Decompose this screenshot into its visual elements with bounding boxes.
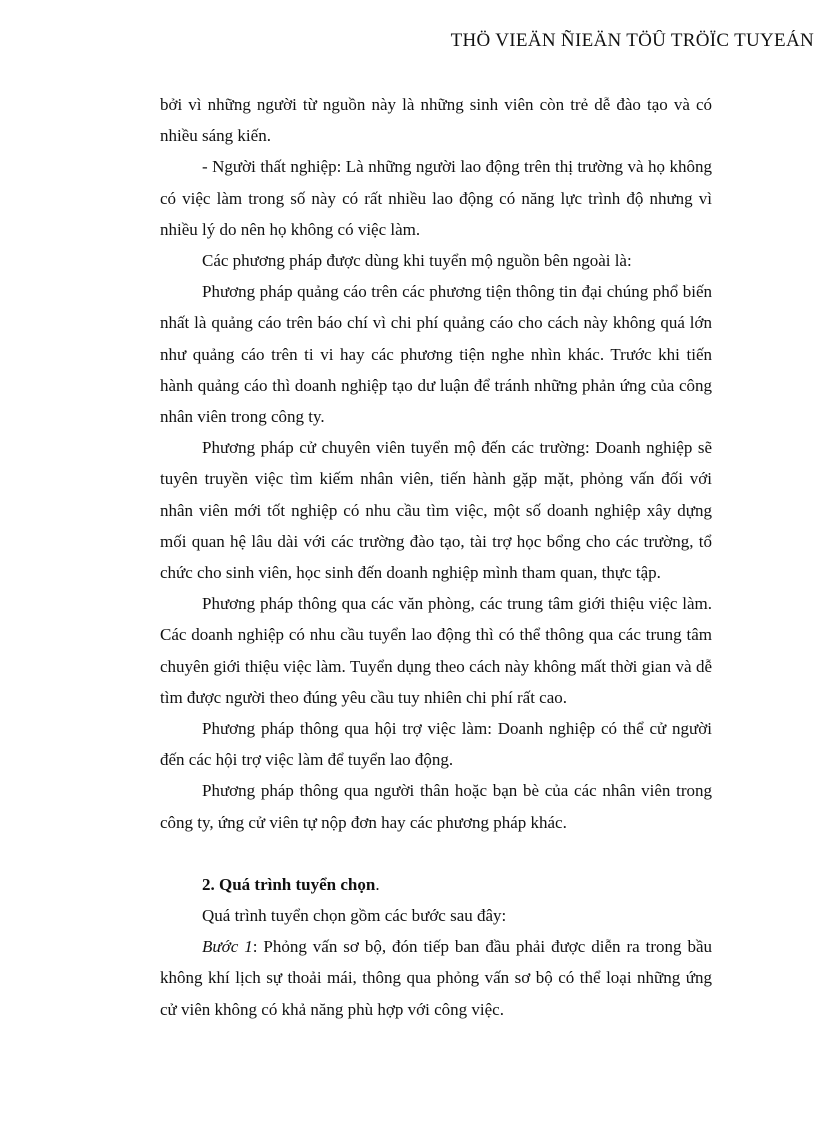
step-paragraph (160, 931, 712, 1025)
section-heading-dot: . (375, 874, 380, 894)
section-intro: Quá trình tuyển chọn gồm các bước sau đây: (202, 906, 507, 926)
paragraph: bởi vì những người từ nguồn này là những sinh viên còn trẻ dễ đào tạo và có nhiều sáng kiến. (160, 95, 712, 146)
paragraph: - Người thất nghiệp: Là những người lao động trên thị trường và họ không có việc làm trong số này có rất nhiều lao động có năng lực trình độ nhưng vì nhiều lý do nên họ không có việc làm. (160, 157, 712, 239)
step-text: : Phỏng vấn sơ bộ, đón tiếp ban đầu phải được diễn ra trong bầu không khí lịch sự thoải mái, thông qua phỏng vấn sơ bộ có thể loại những ứng cử viên không có khả năng phù hợp với công việc. (160, 937, 712, 1019)
paragraph: Phương pháp cử chuyên viên tuyển mộ đến các trường: Doanh nghiệp sẽ tuyên truyền việc tìm kiếm nhân viên, tiến hành gặp mặt, phỏng vấn đối với nhân viên mới tốt nghiệp có nhu cầu tìm việc, một số doanh nghiệp xây dựng mối quan hệ lâu dài với các trường đào tạo, tài trợ học bổng cho các trường, tổ chức cho sinh viên, học sinh đến doanh nghiệp mình tham quan, thực tập. (160, 438, 712, 583)
page-header (0, 30, 816, 52)
paragraph: Các phương pháp được dùng khi tuyển mộ nguồn bên ngoài là: (202, 251, 632, 271)
header-title: THÖ VIEÄN ÑIEÄN TÖÛ TRÖÏC TUYEÁN (450, 30, 814, 51)
paragraph: Phương pháp quảng cáo trên các phương tiện thông tin đại chúng phổ biến nhất là quảng cáo trên báo chí vì chi phí quảng cáo cho cách này không quá lớn như quảng cáo trên ti vi hay các phương tiện nghe nhìn khác. Trước khi tiến hành quảng cáo thì doanh nghiệp tạo dư luận để tránh những phản ứng của công nhân viên trong công ty. (160, 282, 712, 427)
spacer (160, 838, 712, 869)
section-heading-text: 2. Quá trình tuyển chọn (202, 874, 376, 894)
section-heading (160, 869, 712, 900)
document-body (160, 89, 712, 1025)
paragraph: Phương pháp thông qua các văn phòng, các trung tâm giới thiệu việc làm. Các doanh nghiệp có nhu cầu tuyển lao động thì có thể thông qua các trung tâm chuyên giới thiệu việc làm. Tuyển dụng theo cách này không mất thời gian và dễ tìm được người theo đúng yêu cầu tuy nhiên chi phí rất cao. (160, 594, 712, 707)
paragraph: Phương pháp thông qua hội trợ việc làm: Doanh nghiệp có thể cử người đến các hội trợ việc làm để tuyển lao động. (160, 719, 712, 770)
step-label: Bước 1 (202, 937, 253, 957)
paragraph: Phương pháp thông qua người thân hoặc bạn bè của các nhân viên trong công ty, ứng cử viên tự nộp đơn hay các phương pháp khác. (160, 781, 712, 832)
